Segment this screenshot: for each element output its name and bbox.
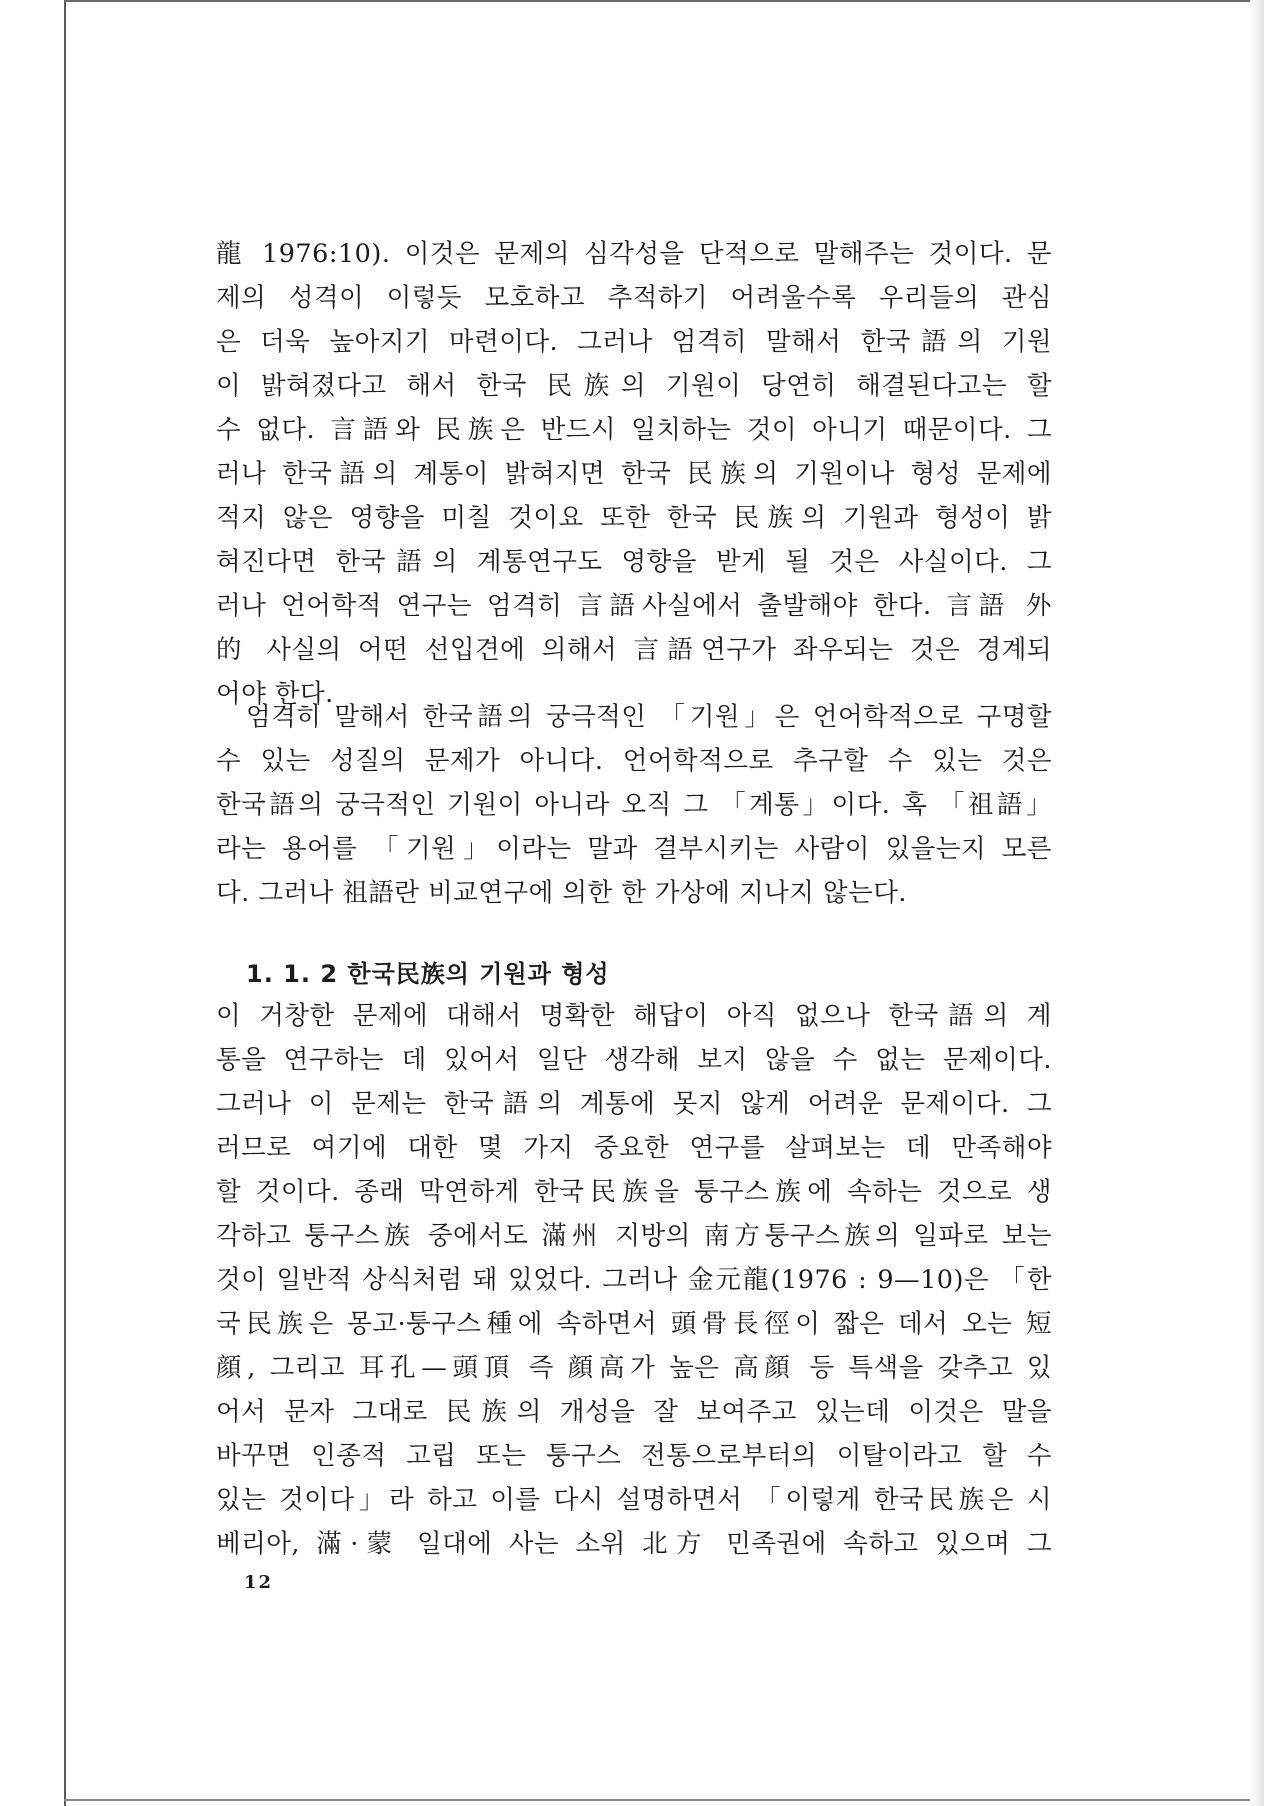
paragraph-1 [216,232,1052,716]
text-line: 은 더욱 높아지기 마련이다. 그러나 엄격히 말해서 한국語의 기원 [216,327,1052,357]
text-line: 각하고 퉁구스族 중에서도 滿州 지방의 南方퉁구스族의 일파로 보는 [216,1221,1052,1251]
text-line: 수 있는 성질의 문제가 아니다. 언어학적으로 추구할 수 있는 것은 [216,746,1052,776]
page-bottom-edge [64,1799,1264,1801]
text-line: 할 것이다. 종래 막연하게 한국民族을 퉁구스族에 속하는 것으로 생 [216,1177,1052,1207]
text-line: 的 사실의 어떤 선입견에 의해서 言語연구가 좌우되는 것은 경계되 [216,635,1052,665]
text-line: 라는 용어를 「기원」이라는 말과 결부시키는 사람이 있을는지 모른 [216,834,1052,864]
text-line: 있는 것이다」라 하고 이를 다시 설명하면서 「이렇게 한국民族은 시 [216,1485,1052,1515]
text-line: 러나 언어학적 연구는 엄격히 言語사실에서 출발해야 한다. 言語 外 [216,591,1052,621]
text-line: 것이 일반적 상식처럼 돼 있었다. 그러나 金元龍(1976 : 9—10)은 「한 [216,1265,1052,1295]
text-line: 顔, 그리고 耳孔—頭頂 즉 顔高가 높은 高顔 등 특색을 갖추고 있 [216,1353,1052,1383]
text-line: 이 거창한 문제에 대해서 명확한 해답이 아직 없으나 한국語의 계 [216,1001,1052,1031]
paragraph-2 [216,695,1052,915]
text-line: 러므로 여기에 대한 몇 가지 중요한 연구를 살펴보는 데 만족해야 [216,1133,1052,1163]
text-line: 바꾸면 인종적 고립 또는 퉁구스 전통으로부터의 이탈이라고 할 수 [216,1441,1052,1471]
page-top-edge [64,0,1264,2]
text-line: 통을 연구하는 데 있어서 일단 생각해 보지 않을 수 없는 문제이다. [216,1045,1052,1075]
text-line: 어야 한다. [216,679,334,709]
text-line: 한국語의 궁극적인 기원이 아니라 오직 그 「계통」이다. 혹 「祖語」 [216,790,1052,820]
text-line: 혀진다면 한국語의 계통연구도 영향을 받게 될 것은 사실이다. 그 [216,547,1052,577]
paragraph-3 [216,994,1052,1566]
text-line: 龍 1976:10). 이것은 문제의 심각성을 단적으로 말해주는 것이다. 문 [216,239,1052,269]
text-line: 러나 한국語의 계통이 밝혀지면 한국 民族의 기원이나 형성 문제에 [216,459,1052,489]
text-line: 국民族은 몽고·퉁구스種에 속하면서 頭骨長徑이 짧은 데서 오는 短 [216,1309,1052,1339]
text-line: 엄격히 말해서 한국語의 궁극적인 「기원」은 언어학적으로 구명할 [246,702,1052,732]
text-line: 그러나 이 문제는 한국語의 계통에 못지 않게 어려운 문제이다. 그 [216,1089,1052,1119]
page-right-shadow [1250,0,1264,1806]
page-number: 12 [244,1572,274,1593]
text-line: 베리아, 滿·蒙 일대에 사는 소위 北方 민족권에 속하고 있으며 그 [216,1529,1052,1559]
text-line: 어서 문자 그대로 民族의 개성을 잘 보여주고 있는데 이것은 말을 [216,1397,1052,1427]
text-line: 다. 그러나 祖語란 비교연구에 의한 한 가상에 지나지 않는다. [216,878,907,908]
text-line: 이 밝혀졌다고 해서 한국 民族의 기원이 당연히 해결된다고는 할 [216,371,1052,401]
text-line: 제의 성격이 이렇듯 모호하고 추적하기 어려울수록 우리들의 관심 [216,283,1052,313]
text-line: 적지 않은 영향을 미칠 것이요 또한 한국 民族의 기원과 형성이 밝 [216,503,1052,533]
section-heading: 1. 1. 2 한국民族의 기원과 형성 [246,960,610,988]
page-left-edge [64,0,66,1806]
text-line: 수 없다. 言語와 民族은 반드시 일치하는 것이 아니기 때문이다. 그 [216,415,1052,445]
